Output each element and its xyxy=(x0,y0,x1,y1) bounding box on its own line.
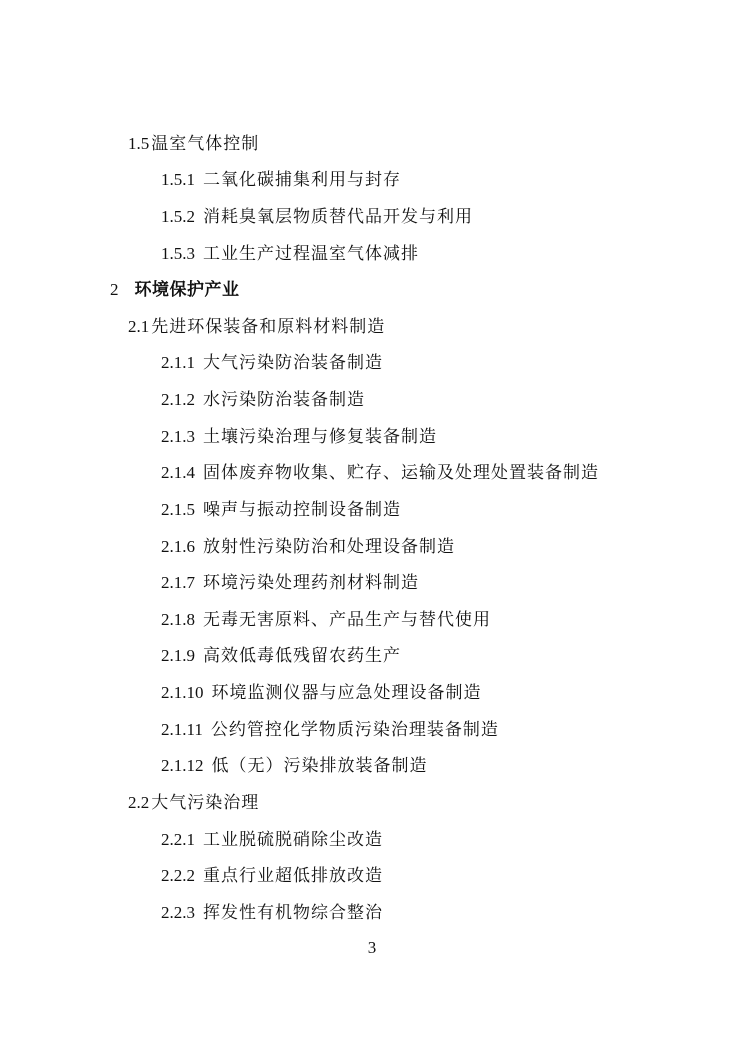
toc-entry-2-1-7 xyxy=(161,573,419,593)
toc-entry-title: 工业脱硫脱硝除尘改造 xyxy=(203,830,383,850)
toc-entry-number: 2.1.3 xyxy=(161,427,195,446)
toc-entry-title: 公约管控化学物质污染治理装备制造 xyxy=(210,720,499,740)
toc-entry-2-1-10 xyxy=(161,683,482,703)
toc-entry-number: 1.5.2 xyxy=(161,207,195,226)
toc-entry-number: 2.2 xyxy=(128,793,150,812)
toc-entry-title: 固体废弃物收集、贮存、运输及处理处置装备制造 xyxy=(203,463,599,483)
toc-entry-number: 2.2.1 xyxy=(161,830,195,849)
toc-entry-number: 2.1 xyxy=(128,317,150,336)
toc-entry-2-1-9 xyxy=(161,646,401,666)
toc-entry-number: 2.1.10 xyxy=(161,683,204,702)
toc-entry-number: 2.1.6 xyxy=(161,537,195,556)
toc-entry-title: 重点行业超低排放改造 xyxy=(203,866,383,886)
toc-entry-number: 2.1.12 xyxy=(161,756,204,775)
toc-entry-number: 1.5 xyxy=(128,134,150,153)
toc-entry-title: 水污染防治装备制造 xyxy=(203,390,365,410)
toc-entry-title: 大气污染治理 xyxy=(151,793,260,813)
toc-entry-number: 2.2.3 xyxy=(161,903,195,922)
toc-entry-title: 环境监测仪器与应急处理设备制造 xyxy=(211,683,482,703)
toc-entry-number: 2.1.2 xyxy=(161,390,195,409)
toc-entry-2-1-3 xyxy=(161,427,437,447)
toc-entry-2-1-4 xyxy=(161,463,599,483)
toc-entry-title: 高效低毒低残留农药生产 xyxy=(203,646,401,666)
toc-entry-2-1 xyxy=(128,317,385,337)
toc-entry-2-2-1 xyxy=(161,830,383,850)
toc-entry-title: 低（无）污染排放装备制造 xyxy=(211,756,428,776)
toc-entry-2-1-6 xyxy=(161,537,455,557)
toc-entry-title: 环境保护产业 xyxy=(134,280,240,300)
toc-entry-2-1-1 xyxy=(161,353,383,373)
toc-entry-2-2-3 xyxy=(161,903,383,923)
toc-entry-number: 2.1.4 xyxy=(161,463,195,482)
toc-entry-number: 2.1.11 xyxy=(161,720,203,739)
toc-entry-2-1-8 xyxy=(161,610,491,630)
toc-entry-number: 1.5.3 xyxy=(161,244,195,263)
toc-entry-number: 1.5.1 xyxy=(161,170,195,189)
toc-entry-number: 2.1.5 xyxy=(161,500,195,519)
toc-entry-title: 二氧化碳捕集利用与封存 xyxy=(203,170,401,190)
toc-entry-number: 2 xyxy=(110,280,119,299)
toc-entry-title: 消耗臭氧层物质替代品开发与利用 xyxy=(203,207,473,227)
toc-entry-2 xyxy=(110,280,240,300)
toc-entry-title: 放射性污染防治和处理设备制造 xyxy=(203,537,455,557)
page-number: 3 xyxy=(367,938,377,957)
toc-entry-title: 土壤污染治理与修复装备制造 xyxy=(203,427,437,447)
toc-entry-2-1-5 xyxy=(161,500,401,520)
toc-entry-title: 工业生产过程温室气体减排 xyxy=(203,244,419,264)
toc-entry-title: 无毒无害原料、产品生产与替代使用 xyxy=(203,610,491,630)
toc-entry-1-5-1 xyxy=(161,170,401,190)
toc-entry-2-1-2 xyxy=(161,390,365,410)
toc-entry-title: 挥发性有机物综合整治 xyxy=(203,903,383,923)
toc-entry-1-5-2 xyxy=(161,207,473,227)
toc-entry-2-2 xyxy=(128,793,259,813)
toc-entry-2-1-11 xyxy=(161,720,499,740)
toc-entry-2-1-12 xyxy=(161,756,428,776)
toc-entry-number: 2.1.9 xyxy=(161,646,195,665)
toc-entry-number: 2.2.2 xyxy=(161,866,195,885)
toc-entry-1-5-3 xyxy=(161,244,419,264)
toc-entry-title: 先进环保装备和原料材料制造 xyxy=(151,317,386,337)
toc-entry-1-5 xyxy=(128,134,259,154)
toc-entry-number: 2.1.1 xyxy=(161,353,195,372)
toc-entry-number: 2.1.7 xyxy=(161,573,195,592)
toc-entry-number: 2.1.8 xyxy=(161,610,195,629)
toc-entry-title: 温室气体控制 xyxy=(151,134,260,154)
toc-entry-title: 大气污染防治装备制造 xyxy=(203,353,383,373)
toc-entry-title: 环境污染处理药剂材料制造 xyxy=(203,573,419,593)
toc-entry-title: 噪声与振动控制设备制造 xyxy=(203,500,401,520)
toc-entry-2-2-2 xyxy=(161,866,383,886)
